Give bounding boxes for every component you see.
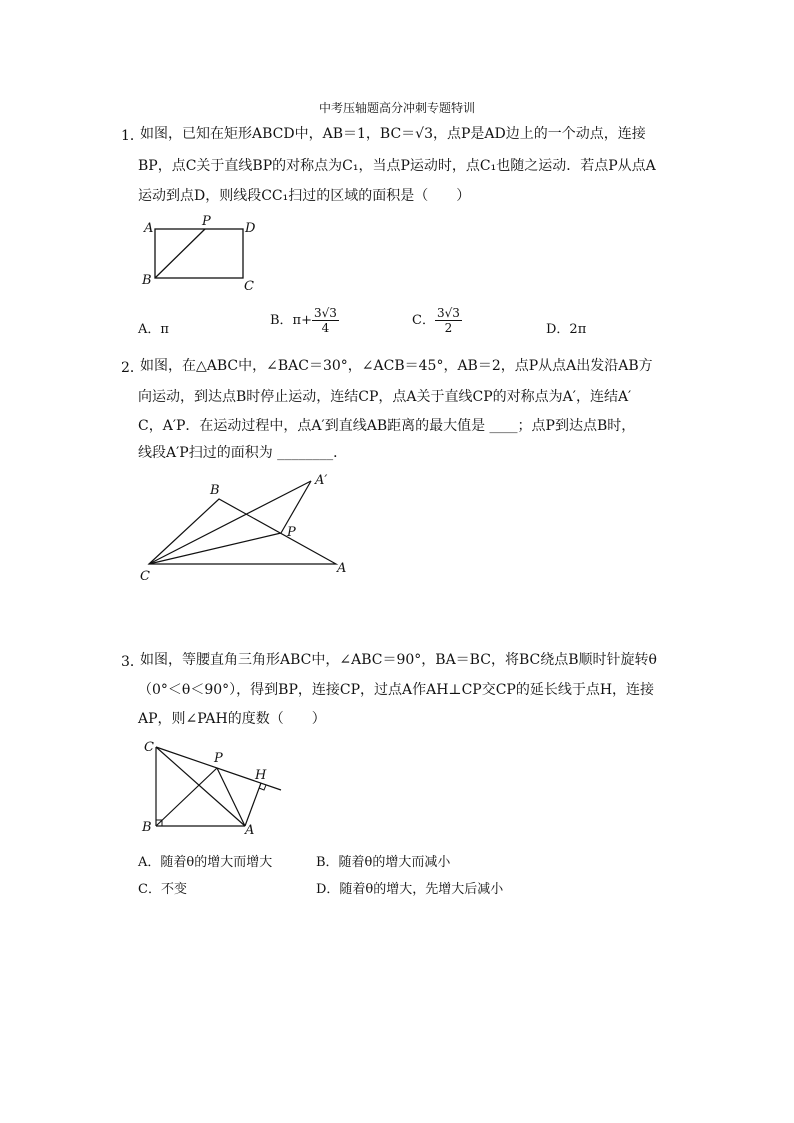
q2-text-line3: C，A′P．在运动过程中，点A′到直线AB距离的最大值是 ____；点P到达点B时， <box>138 418 636 434</box>
q3-option-b[interactable]: B．随着θ的增大而减小 <box>316 855 451 870</box>
q1-option-b[interactable] <box>270 306 339 335</box>
label-c: C <box>140 569 150 584</box>
label-p: P <box>202 214 211 229</box>
segment-bp <box>155 229 205 278</box>
q1-option-d[interactable]: D．2π <box>546 322 587 337</box>
q1-option-c-prefix: C． <box>412 313 435 328</box>
label-a: A <box>245 823 255 838</box>
fraction-denominator: 2 <box>444 321 453 335</box>
q2-text-line2: 向运动，到达点B时停止运动，连结CP，点A关于直线CP的对称点为A′，连结A′ <box>138 389 632 405</box>
q3-text-line2: （0°＜θ＜90°），得到BP，连接CP，过点A作AH⊥CP交CP的延长线于点H，连接 <box>138 682 655 698</box>
label-a: A <box>144 221 154 236</box>
q2-triangle-figure <box>135 470 360 585</box>
label-d: D <box>245 221 256 236</box>
label-p: P <box>287 525 296 540</box>
q1-option-b-prefix: B．π+ <box>270 313 312 328</box>
fraction-numerator: 3√3 <box>436 306 460 320</box>
segment-cp <box>149 533 281 564</box>
label-a-prime: A′ <box>315 473 328 488</box>
q3-text-line3: AP，则∠PAH的度数（ ） <box>138 711 326 727</box>
q1-text-line2: BP，点C关于直线BP的对称点为C₁，当点P运动时，点C₁也随之运动．若点P从点A <box>138 158 656 174</box>
label-b: B <box>142 820 152 835</box>
q1-option-c[interactable] <box>412 306 462 335</box>
rectangle-abcd <box>155 229 243 278</box>
segment-ah <box>245 783 261 826</box>
fraction-denominator: 4 <box>321 321 330 335</box>
label-c: C <box>244 279 254 294</box>
q1-option-a[interactable]: A．π <box>138 322 169 337</box>
label-c: C <box>144 740 154 755</box>
label-b: B <box>210 483 220 498</box>
q1-option-c-fraction <box>435 306 462 335</box>
q3-number: 3． <box>121 654 144 670</box>
label-p: P <box>214 751 223 766</box>
q1-text-line1: 如图，已知在矩形ABCD中，AB＝1，BC＝√3，点P是AD边上的一个动点，连接 <box>140 126 646 142</box>
segment-bp <box>156 768 217 826</box>
q3-option-c[interactable]: C．不变 <box>138 882 187 897</box>
label-a: A <box>337 561 347 576</box>
q2-text-line4: 线段A′P扫过的面积为 ________． <box>138 445 348 461</box>
triangle-abc <box>149 499 336 564</box>
label-b: B <box>142 273 152 288</box>
segment-ca <box>156 747 245 826</box>
q1-text-line3: 运动到点D，则线段CC₁扫过的区域的面积是（ ） <box>138 188 471 204</box>
q1-rectangle-figure <box>135 210 265 295</box>
q2-text-line1: 如图，在△ABC中，∠BAC＝30°，∠ACB＝45°，AB＝2，点P从点A出发沿AB方 <box>140 358 653 374</box>
q1-number: 1． <box>121 128 144 144</box>
q1-option-b-fraction <box>312 306 339 335</box>
q3-triangle-figure <box>135 735 295 840</box>
q3-option-d[interactable]: D．随着θ的增大，先增大后减小 <box>316 882 504 897</box>
fraction-numerator: 3√3 <box>314 306 337 320</box>
q3-option-a[interactable]: A．随着θ的增大而增大 <box>138 855 273 870</box>
q2-number: 2． <box>121 360 144 376</box>
page-title: 中考压轴题高分冲刺专题特训 <box>318 101 475 115</box>
label-h: H <box>255 768 267 783</box>
q3-text-line1: 如图，等腰直角三角形ABC中，∠ABC＝90°，BA＝BC，将BC绕点B顺时针旋转θ <box>140 652 657 668</box>
